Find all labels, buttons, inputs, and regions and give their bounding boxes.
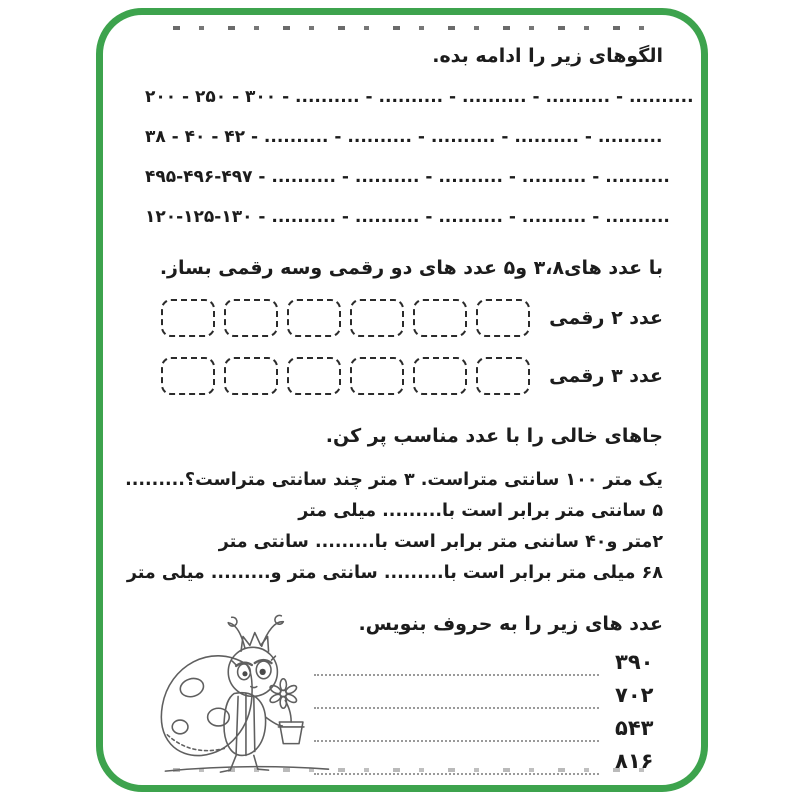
answer-dotted-line — [314, 718, 599, 742]
answer-box — [161, 357, 215, 395]
answer-box — [287, 357, 341, 395]
digit-building-section-title: با عدد های۳،۸ و۵ عدد های دو رقمی وسه رقمی بساز. — [159, 257, 663, 279]
answer-box — [161, 299, 215, 337]
fill-blanks-section-title: جاهای خالی را با عدد مناسب پر کن. — [325, 425, 663, 447]
answer-box — [413, 357, 467, 395]
pattern-row-1: ۲۰۰ - ۲۵۰ - ۳۰۰ - .......... - .......... - .......... - .......... - .......... — [145, 87, 694, 107]
number-value: ۳۹۰ — [615, 650, 654, 674]
number-value: ۵۴۳ — [615, 716, 654, 740]
answer-dotted-line — [314, 685, 599, 709]
answer-box — [476, 299, 530, 337]
answer-box — [476, 357, 530, 395]
fill-blank-line-4: ۶۸ میلی متر برابر است با......... سانتی متر و......... میلی متر — [126, 563, 663, 583]
worksheet-page — [96, 8, 708, 792]
answer-dotted-line — [314, 652, 599, 676]
two-digit-box-row — [141, 297, 663, 339]
two-digit-label: عدد ۲ رقمی — [549, 307, 663, 329]
flower-petals — [269, 679, 298, 708]
three-digit-box-row — [141, 355, 663, 397]
answer-box — [350, 299, 404, 337]
fill-blank-line-3: ۲متر و۴۰ ساننی متر برابر است با......... سانتی متر — [218, 532, 663, 552]
pattern-row-4: ۱۲۰-۱۲۵-۱۳۰ - .......... - .......... - .......... - .......... - .......... — [145, 207, 670, 227]
pattern-row-2: ۳۸ - ۴۰ - ۴۲ - .......... - .......... - .......... - .......... - .......... — [145, 127, 663, 147]
number-value: ۸۱۶ — [615, 749, 654, 773]
ladybug-illustration — [137, 607, 349, 779]
answer-box — [413, 299, 467, 337]
answer-box — [224, 299, 278, 337]
answer-box — [224, 357, 278, 395]
answer-box — [287, 299, 341, 337]
pattern-row-3: ۴۹۵-۴۹۶-۴۹۷ - .......... - .......... - .......... - .......... - .......... — [145, 167, 670, 187]
patterns-section-title: الگوهای زیر را ادامه بده. — [432, 45, 663, 67]
three-digit-label: عدد ۳ رقمی — [549, 365, 663, 387]
number-value: ۷۰۲ — [615, 683, 654, 707]
answer-dotted-line — [314, 751, 599, 775]
fill-blank-line-2: ۵ سانتی متر برابر است با......... میلی متر — [298, 501, 663, 521]
answer-box — [350, 357, 404, 395]
fill-blank-line-1: یک متر ۱۰۰ سانتی متراست. ۳ متر چند سانتی متراست؟......... — [125, 470, 663, 490]
write-in-words-title: عدد های زیر را به حروف بنویس. — [358, 613, 663, 635]
